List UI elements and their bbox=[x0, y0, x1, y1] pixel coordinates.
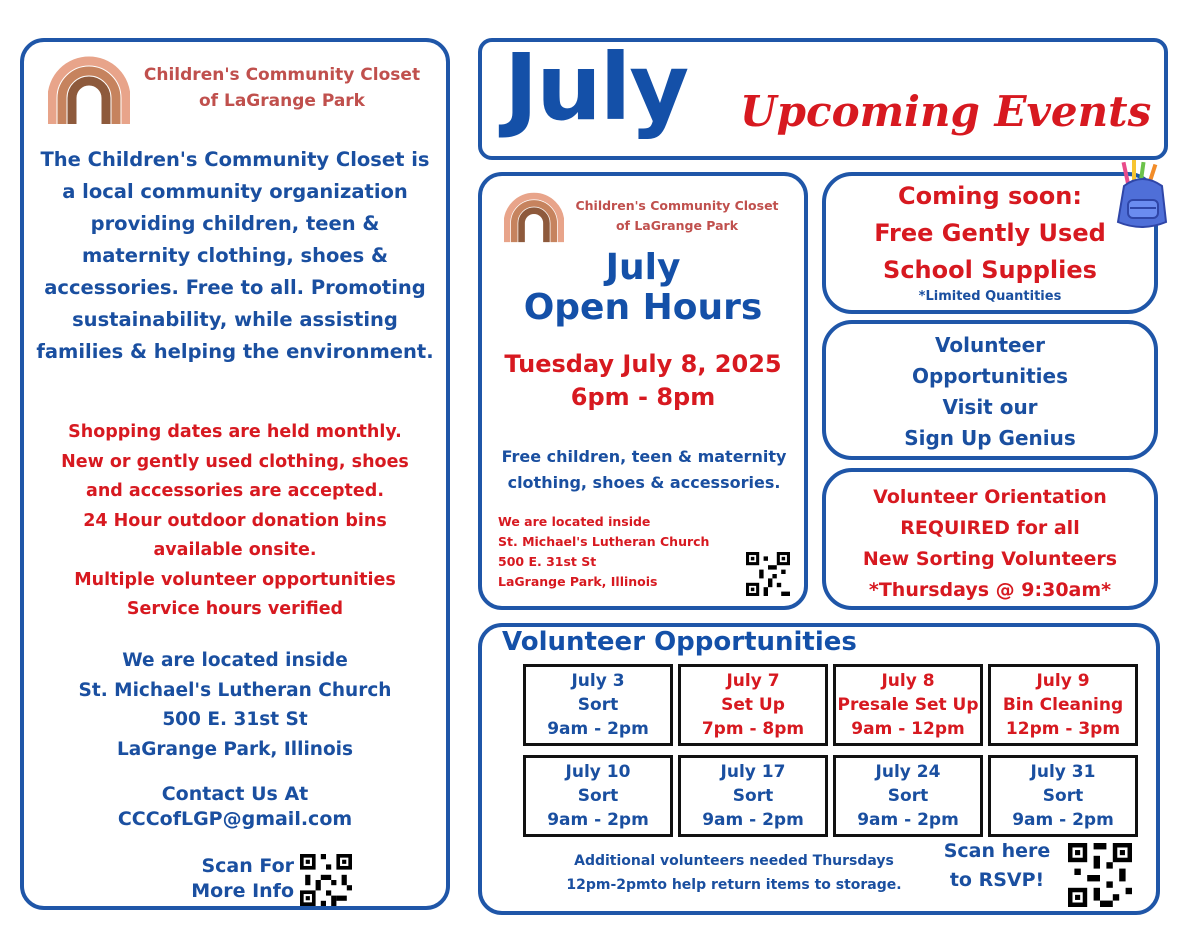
cell-time: 7pm - 8pm bbox=[701, 719, 805, 739]
orientation-box bbox=[822, 468, 1158, 610]
description-line: Free children, teen & maternity bbox=[501, 447, 787, 466]
schedule-cell bbox=[523, 755, 673, 837]
org-name-line1: Children's Community Closet bbox=[575, 198, 779, 213]
volunteer-line: Volunteer bbox=[934, 333, 1045, 357]
shopping-line: available onsite. bbox=[153, 540, 317, 560]
cell-time: 9am - 2pm bbox=[702, 810, 804, 830]
about-panel bbox=[20, 38, 450, 910]
month-title: July bbox=[504, 34, 688, 141]
contact-email[interactable]: CCCofLGP@gmail.com bbox=[117, 808, 353, 830]
cell-task: Sort bbox=[732, 786, 774, 806]
location-info bbox=[34, 646, 436, 764]
schedule-cell bbox=[833, 755, 983, 837]
additional-volunteers-note bbox=[544, 849, 924, 897]
cell-time: 9am - 2pm bbox=[547, 719, 649, 739]
description-line: clothing, shoes & accessories. bbox=[507, 473, 781, 492]
open-hours-title-line1: July bbox=[605, 247, 681, 288]
schedule-cell bbox=[523, 664, 673, 746]
open-hours-title bbox=[482, 248, 804, 328]
cell-task: Presale Set Up bbox=[837, 695, 979, 715]
shopping-info bbox=[34, 418, 436, 625]
open-time: 6pm - 8pm bbox=[570, 383, 716, 411]
cell-date: July 7 bbox=[726, 671, 780, 691]
location-line: LaGrange Park, Illinois bbox=[116, 738, 354, 760]
scan-more-info bbox=[174, 854, 294, 904]
shopping-line: and accessories are accepted. bbox=[86, 481, 384, 501]
open-hours-date bbox=[482, 348, 804, 414]
coming-soon-line: Coming soon: bbox=[898, 182, 1082, 210]
orientation-text bbox=[826, 482, 1154, 606]
schedule-cell bbox=[678, 664, 828, 746]
cell-time: 9am - 2pm bbox=[547, 810, 649, 830]
sign-up-genius-text bbox=[826, 330, 1154, 454]
cell-date: July 24 bbox=[875, 762, 941, 782]
orientation-line: Volunteer Orientation bbox=[873, 486, 1107, 508]
org-name bbox=[564, 196, 790, 236]
scan-line: to RSVP! bbox=[949, 869, 1045, 891]
schedule-cell bbox=[678, 755, 828, 837]
cell-date: July 9 bbox=[1036, 671, 1090, 691]
location-line: 500 E. 31st St bbox=[498, 554, 597, 569]
schedule-cell bbox=[833, 664, 983, 746]
schedule-cell bbox=[988, 664, 1138, 746]
shopping-line: Multiple volunteer opportunities bbox=[74, 569, 396, 590]
rsvp-scan-label bbox=[934, 837, 1060, 895]
cell-date: July 10 bbox=[565, 762, 631, 782]
open-hours-location bbox=[498, 512, 738, 592]
org-name bbox=[132, 62, 432, 114]
cell-time: 9am - 2pm bbox=[857, 810, 959, 830]
schedule-cell bbox=[988, 755, 1138, 837]
volunteer-schedule-panel bbox=[478, 623, 1160, 915]
cell-date: July 17 bbox=[720, 762, 786, 782]
volunteer-line: Opportunities bbox=[911, 364, 1068, 388]
shopping-line: 24 Hour outdoor donation bins bbox=[83, 510, 387, 531]
events-header bbox=[478, 34, 1168, 160]
location-line: St. Michael's Lutheran Church bbox=[78, 679, 392, 701]
org-name-line2: of LaGrange Park bbox=[615, 218, 739, 233]
org-description: The Children's Community Closet is a local community organization providing children, teen & maternity clothing, shoes & accessories. Free to all. Promoting sustainability, while assisting families & helping the environment. bbox=[36, 148, 434, 363]
cell-task: Sort bbox=[577, 786, 619, 806]
volunteer-line: Visit our bbox=[942, 395, 1038, 419]
location-line: LaGrange Park, Illinois bbox=[498, 574, 658, 589]
orientation-line: REQUIRED for all bbox=[900, 517, 1080, 539]
schedule-title: Volunteer Opportunities bbox=[502, 627, 857, 657]
rainbow-logo-icon bbox=[48, 56, 130, 126]
coming-soon-line: School Supplies bbox=[883, 256, 1097, 284]
cell-task: Set Up bbox=[721, 695, 785, 715]
rainbow-logo-icon bbox=[504, 192, 564, 244]
school-supplies-text bbox=[826, 178, 1154, 289]
cell-task: Sort bbox=[887, 786, 929, 806]
qr-code-icon[interactable] bbox=[300, 854, 352, 906]
contact-label: Contact Us At bbox=[161, 783, 309, 805]
note-line: Additional volunteers needed Thursdays bbox=[574, 853, 894, 869]
backpack-icon bbox=[1110, 160, 1174, 232]
open-date: Tuesday July 8, 2025 bbox=[504, 350, 782, 378]
qr-code-icon[interactable] bbox=[746, 552, 790, 596]
shopping-line: Shopping dates are held monthly. bbox=[68, 422, 402, 442]
sign-up-genius-box[interactable] bbox=[822, 320, 1158, 460]
upcoming-events-title: Upcoming Events bbox=[740, 87, 1152, 136]
cell-date: July 3 bbox=[571, 671, 625, 691]
rsvp-qr-code-icon[interactable] bbox=[1068, 843, 1132, 907]
open-hours-panel bbox=[478, 172, 808, 610]
shopping-line: New or gently used clothing, shoes bbox=[61, 451, 409, 472]
org-name-line2: of LaGrange Park bbox=[199, 91, 365, 111]
contact-info bbox=[34, 782, 436, 832]
coming-soon-line: Free Gently Used bbox=[874, 219, 1106, 247]
orientation-line: New Sorting Volunteers bbox=[862, 548, 1118, 570]
sign-up-genius-link[interactable]: Sign Up Genius bbox=[904, 426, 1076, 450]
open-hours-title-line2: Open Hours bbox=[523, 287, 763, 328]
scan-line: Scan here bbox=[943, 840, 1051, 862]
cell-time: 12pm - 3pm bbox=[1005, 719, 1121, 739]
cell-date: July 8 bbox=[881, 671, 935, 691]
location-line: St. Michael's Lutheran Church bbox=[498, 534, 710, 549]
school-supplies-box bbox=[822, 172, 1158, 314]
location-line: We are located inside bbox=[122, 650, 348, 671]
cell-task: Bin Cleaning bbox=[1002, 695, 1124, 715]
location-line: We are located inside bbox=[498, 514, 651, 529]
note-line: 12pm-2pmto help return items to storage. bbox=[566, 877, 902, 893]
orientation-line: *Thursdays @ 9:30am* bbox=[868, 579, 1112, 601]
shopping-line: Service hours verified bbox=[126, 599, 344, 619]
cell-task: Sort bbox=[1042, 786, 1084, 806]
cell-time: 9am - 12pm bbox=[851, 719, 965, 739]
scan-line2: More Info bbox=[191, 880, 294, 902]
cell-time: 9am - 2pm bbox=[1012, 810, 1114, 830]
cell-task: Sort bbox=[577, 695, 619, 715]
location-line: 500 E. 31st St bbox=[162, 709, 308, 730]
scan-line1: Scan For bbox=[201, 855, 294, 877]
limited-quantities-note: *Limited Quantities bbox=[918, 289, 1062, 304]
cell-date: July 31 bbox=[1030, 762, 1096, 782]
org-name-line1: Children's Community Closet bbox=[143, 65, 421, 85]
open-hours-description bbox=[488, 444, 800, 496]
